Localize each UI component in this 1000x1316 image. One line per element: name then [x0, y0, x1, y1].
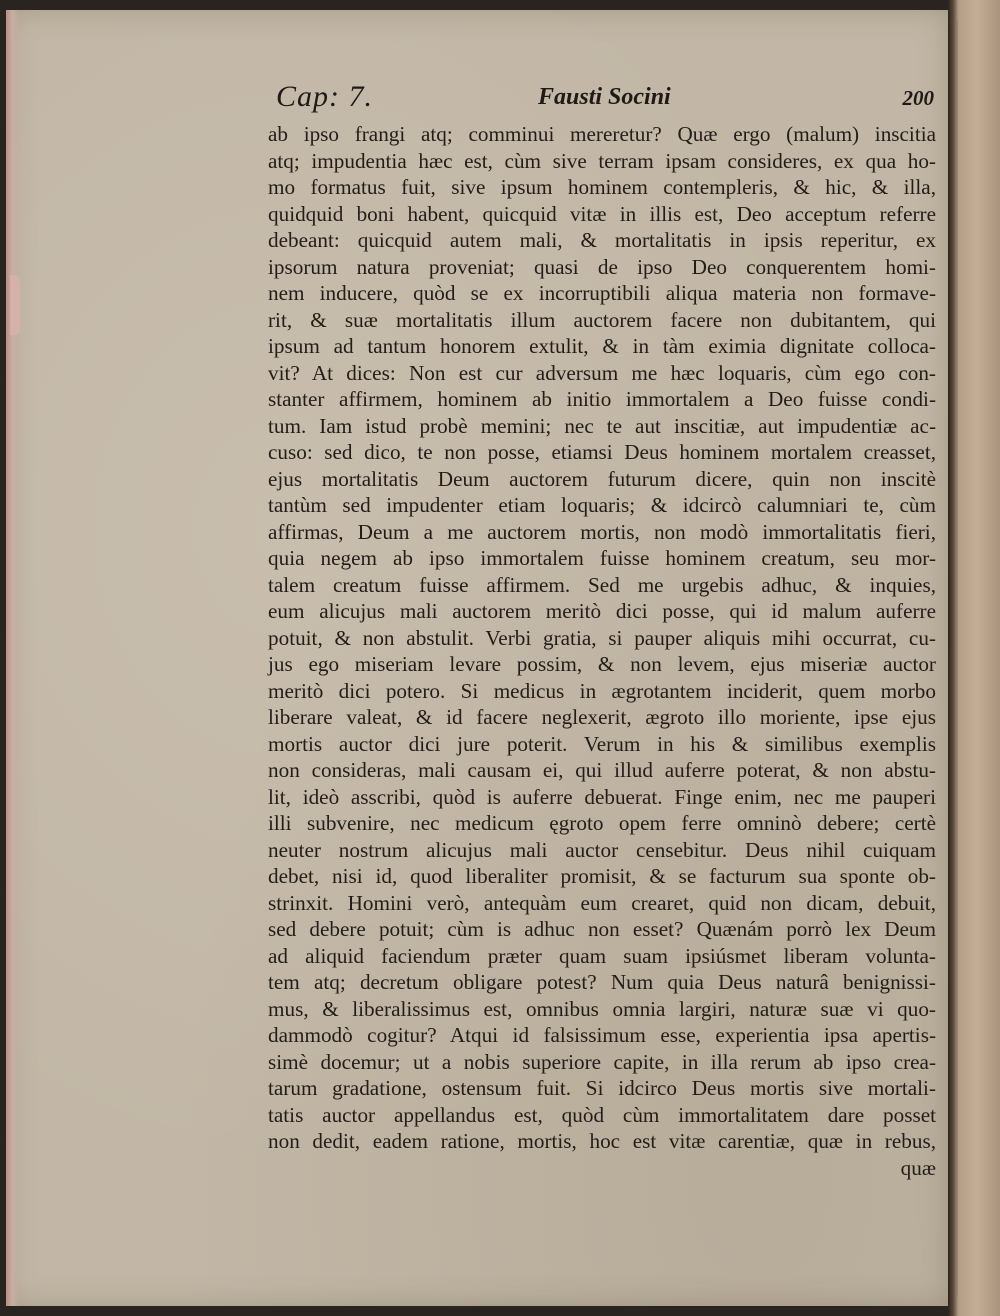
- text-line: tum. Iam istud probè memini; nec te aut inscitiæ, aut impudentiæ ac-: [268, 413, 936, 438]
- text-line: illi subvenire, nec medicum ęgroto opem ferre omninò debere; certè: [268, 811, 936, 835]
- text-line: tatis auctor appellandus est, quòd cùm immortalitatem dare posset: [268, 1102, 936, 1127]
- text-line: eum alicujus mali auctorem meritò dici posse, qui id malum auferre: [268, 599, 936, 623]
- text-line: affirmas, Deum a me auctorem mortis, non modò immortalitatis fieri,: [268, 519, 936, 544]
- text-line: lit, ideò asscribi, quòd is auferre debuerat. Finge enim, nec me pauperi: [268, 784, 936, 809]
- text-line: mortis auctor dici jure poterit. Verum in his & similibus exemplis: [268, 731, 936, 756]
- text-line: talem creatum fuisse affirmem. Sed me urgebis adhuc, & inquies,: [268, 572, 936, 597]
- text-line: cuso: sed dico, te non posse, etiamsi Deus hominem mortalem creasset,: [268, 440, 936, 464]
- text-line: liberare valeat, & id facere neglexerit, ægroto illo moriente, ipse ejus: [268, 705, 936, 729]
- text-line: non dedit, eadem ratione, mortis, hoc est vitæ carentiæ, quæ in rebus,: [268, 1129, 936, 1153]
- text-line: nem inducere, quòd se ex incorruptibili aliqua materia non formave-: [268, 281, 936, 305]
- running-title: Fausti Socini: [538, 84, 671, 110]
- text-line: dammodò cogitur? Atqui id falsissimum esse, experientia ipsa apertis-: [268, 1023, 936, 1047]
- chapter-label: Cap: 7.: [276, 80, 373, 113]
- text-line: meritò dici potero. Si medicus in ægrotantem inciderit, quem morbo: [268, 678, 936, 703]
- page-number: 200: [902, 86, 934, 110]
- text-line: mo formatus fuit, sive ipsum hominem contempleris, & hic, & illa,: [268, 175, 936, 199]
- text-line: neuter nostrum alicujus mali auctor censebitur. Deus nihil cuiquam: [268, 837, 936, 862]
- facing-page-edge: [948, 0, 1000, 1316]
- text-line: vit? At dices: Non est cur adversum me hæc loquaris, cùm ego con-: [268, 360, 936, 385]
- text-line: quæ: [900, 1155, 936, 1180]
- text-line: non consideras, mali causam ei, qui illud auferre poterat, & non abstu-: [268, 758, 936, 782]
- text-line: ipsum ad tantum honorem extulit, & in tàm eximia dignitate colloca-: [268, 334, 936, 358]
- text-line: ipsorum natura proveniat; quasi de ipso Deo conquerentem homi-: [268, 254, 936, 279]
- text-line: stanter affirmem, hominem ab initio immortalem a Deo fuisse condi-: [268, 387, 936, 411]
- text-line: potuit, & non abstulit. Verbi gratia, si pauper aliquis mihi occurrat, cu-: [268, 625, 936, 650]
- text-line: tem atq; decretum obligare potest? Num quia Deus naturâ benignissi-: [268, 970, 936, 994]
- text-line: ad aliquid faciendum præter quam suam ipsiúsmet liberam volunta-: [268, 943, 936, 968]
- text-line: debeant: quicquid autem mali, & mortalitatis in ipsis reperitur, ex: [268, 228, 936, 252]
- text-line: mus, & liberalissimus est, omnibus omnia largiri, naturæ suæ vi quo-: [268, 996, 936, 1021]
- running-header: [276, 82, 938, 118]
- text-line: sed debere potuit; cùm is adhuc non esset? Quænám porrò lex Deum: [268, 917, 936, 941]
- text-line: jus ego miseriam levare possim, & non levem, ejus miseriæ auctor: [268, 652, 936, 676]
- text-line: atq; impudentia hæc est, cùm sive terram ipsam consideres, ex qua ho-: [268, 148, 936, 173]
- page-tab-marker: [10, 275, 20, 335]
- text-line: strinxit. Homini verò, antequàm eum crearet, quid non dicam, debuit,: [268, 890, 936, 915]
- text-line: quidquid boni habent, quicquid vitæ in illis est, Deo acceptum referre: [268, 201, 936, 226]
- text-line: tarum gradatione, ostensum fuit. Si idcirco Deus mortis sive mortali-: [268, 1076, 936, 1100]
- text-line: simè docemur; ut a nobis superiore capite, in illa rerum ab ipso crea-: [268, 1049, 936, 1074]
- text-line: quia negem ab ipso immortalem fuisse hominem creatum, seu mor-: [268, 546, 936, 570]
- text-line: rit, & suæ mortalitatis illum auctorem facere non dubitantem, qui: [268, 307, 936, 332]
- body-text: [268, 121, 936, 1181]
- text-line: ab ipso frangi atq; comminui mereretur? Quæ ergo (malum) inscitia: [268, 122, 936, 146]
- text-line: debet, nisi id, quod liberaliter promisit, & se facturum sua sponte ob-: [268, 864, 936, 888]
- page-left-edge: [6, 10, 20, 1306]
- text-line: tantùm sed impudenter etiam loquaris; & idcircò calumniari te, cùm: [268, 493, 936, 517]
- text-line: ejus mortalitatis Deum auctorem futurum dicere, quin non inscitè: [268, 466, 936, 491]
